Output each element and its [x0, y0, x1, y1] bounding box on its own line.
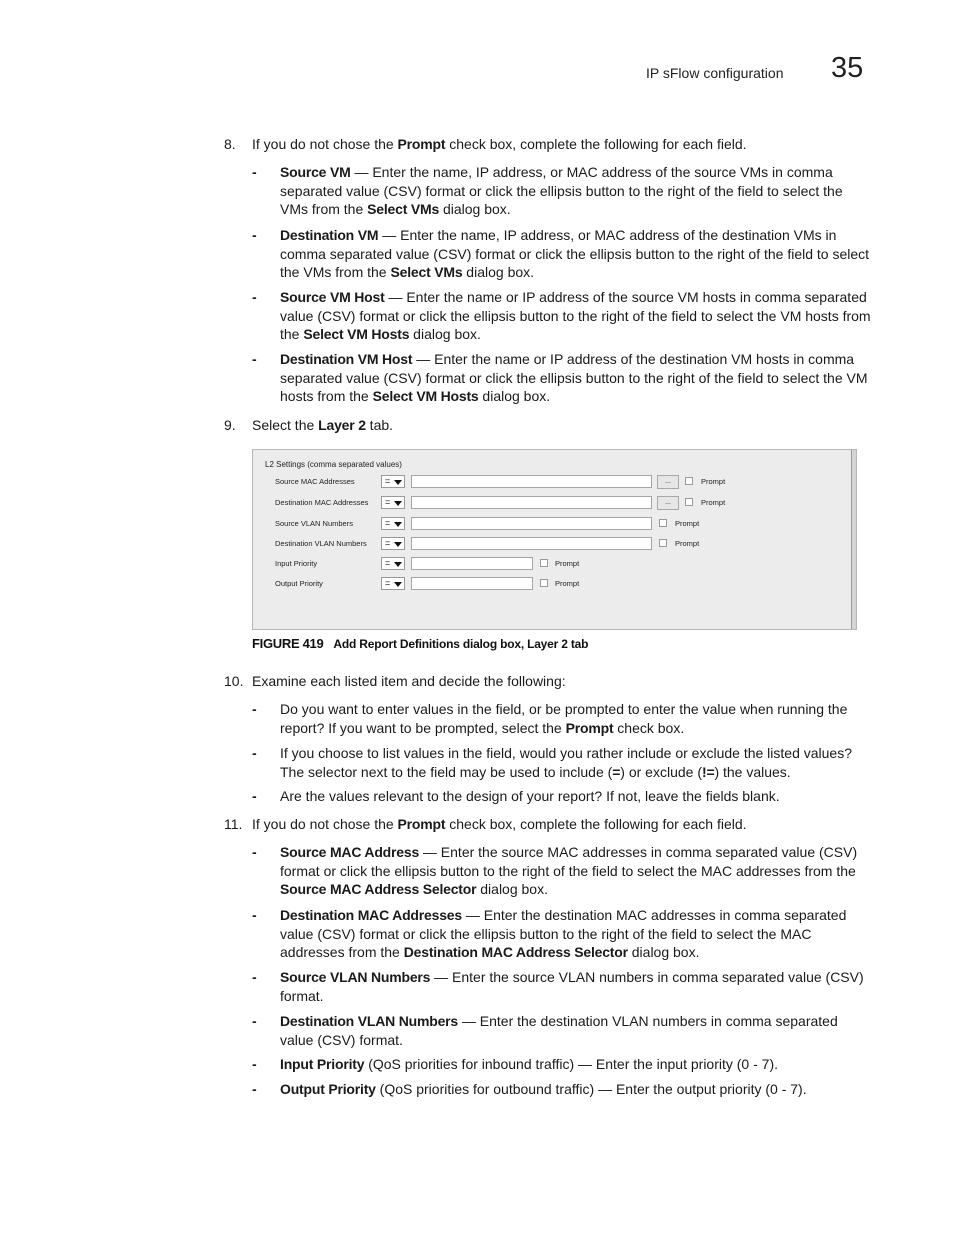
bullet-dash: -: [252, 701, 257, 717]
text-run: dialog box.: [627, 944, 700, 961]
ellipsis-button[interactable]: ...: [657, 475, 679, 489]
selector-value: =: [385, 558, 391, 568]
figure-caption: [252, 636, 588, 651]
text-run: If you do not chose the: [252, 136, 398, 152]
bold-term: Destination MAC Addresses: [280, 907, 462, 923]
form-row: [253, 557, 853, 571]
chevron-down-icon: [394, 582, 402, 587]
form-row: [253, 475, 853, 489]
include-exclude-select[interactable]: [381, 577, 405, 590]
prompt-checkbox[interactable]: [685, 498, 693, 506]
include-exclude-select[interactable]: [381, 537, 405, 550]
text-run: tab.: [365, 417, 394, 433]
text-run: — Enter the destination MAC addresses in comma separated value (CSV) format or click the ellipsis button to the right of the field to select the MAC addresses from the: [280, 907, 847, 961]
field-label: Destination MAC Addresses: [275, 498, 369, 507]
form-row: [253, 537, 853, 551]
step-text: Examine each listed item and decide the following:: [252, 673, 566, 689]
text-run: — Enter the source VLAN numbers in comma separated value (CSV) format.: [280, 969, 864, 1004]
prompt-checkbox[interactable]: [659, 539, 667, 547]
bullet-dash: -: [252, 1056, 257, 1072]
step-number: 11.: [224, 816, 243, 832]
bold-term: Destination MAC Address Selector: [403, 944, 628, 961]
text-run: Do you want to enter values in the field, or be prompted to enter the value when running the report? If you want to be prompted, select the: [280, 701, 848, 736]
text-run: (QoS priorities for outbound traffic) — Enter the output priority (0 - 7).: [375, 1081, 807, 1097]
bold-term: Layer 2: [318, 417, 366, 433]
selector-value: =: [385, 538, 391, 548]
bullet-dash: -: [252, 227, 257, 243]
bold-term: Destination VM Host: [280, 351, 413, 367]
bullet-dash: -: [252, 969, 257, 985]
step-number: 9.: [224, 417, 236, 433]
text-run: dialog box.: [478, 388, 551, 405]
form-row: [253, 517, 853, 531]
chapter-number: 35: [831, 52, 864, 84]
bullet-dash: -: [252, 745, 257, 761]
bold-term: Source MAC Address: [280, 844, 420, 860]
field-label: Source MAC Addresses: [275, 477, 355, 486]
input-priority-input[interactable]: [411, 557, 533, 570]
text-run: — Enter the name, IP address, or MAC address of the destination VMs in comma separated value (CSV) format or click the ellipsis button to the right of the field to select the VMs from the: [280, 227, 870, 281]
prompt-label: Prompt: [701, 477, 726, 486]
prompt-checkbox[interactable]: [659, 519, 667, 527]
text-run: ) the values.: [714, 763, 791, 780]
bullet-dash: -: [252, 351, 257, 367]
prompt-checkbox[interactable]: [540, 579, 548, 587]
bullet-dash: -: [252, 907, 257, 923]
output-priority-input[interactable]: [411, 577, 533, 590]
prompt-checkbox[interactable]: [685, 477, 693, 485]
bold-term: Select VM Hosts: [303, 326, 410, 343]
bold-term: Prompt: [397, 816, 446, 832]
text-run: — Enter the destination VLAN numbers in comma separated value (CSV) format.: [280, 1013, 838, 1048]
text-run: (QoS priorities for inbound traffic) — Enter the input priority (0 - 7).: [364, 1056, 778, 1072]
text-run: dialog box.: [409, 326, 481, 343]
field-label: Source VLAN Numbers: [275, 519, 353, 528]
chevron-down-icon: [394, 562, 402, 567]
bullet-dash: -: [252, 788, 257, 804]
text-run: dialog box.: [462, 264, 535, 281]
text-run: check box, complete the following for each field.: [445, 816, 747, 832]
bold-term: Prompt: [565, 719, 614, 736]
text-run: dialog box.: [439, 201, 511, 218]
text-run: — Enter the source MAC addresses in comma separated value (CSV) format or click the ellipsis button to the right of the field to select the MAC addresses from the: [280, 844, 858, 879]
prompt-label: Prompt: [555, 559, 580, 568]
selector-value: =: [385, 578, 391, 588]
bold-term: Destination VLAN Numbers: [280, 1013, 458, 1029]
text-run: ) or exclude (: [620, 763, 702, 780]
bullet-dash: -: [252, 844, 257, 860]
text-run: — Enter the name, IP address, or MAC address of the source VMs in comma separated value (CSV) format or click the ellipsis button to the right of the field to select the VMs from the: [280, 164, 843, 218]
chevron-down-icon: [394, 542, 402, 547]
field-label: Destination VLAN Numbers: [275, 539, 367, 548]
source-vlan-input[interactable]: [411, 517, 652, 530]
layer2-dialog-screenshot: [252, 449, 857, 630]
bold-term: Select VMs: [367, 201, 440, 218]
text-run: Are the values relevant to the design of your report? If not, leave the fields blank.: [280, 788, 780, 804]
bullet-dash: -: [252, 289, 257, 305]
prompt-label: Prompt: [701, 498, 726, 507]
text-run: — Enter the name or IP address of the destination VM hosts in comma separated value (CSV) format or click the ellipsis button to the right of the field to select the VM hosts from the: [280, 351, 868, 405]
bullet-dash: -: [252, 1081, 257, 1097]
bold-term: !=: [701, 763, 715, 780]
source-mac-input[interactable]: [411, 475, 652, 488]
bold-term: Input Priority: [280, 1056, 365, 1072]
bold-term: =: [612, 763, 621, 780]
text-run: dialog box.: [476, 881, 548, 898]
include-exclude-select[interactable]: [381, 496, 405, 509]
bold-term: Destination VM: [280, 227, 379, 243]
ellipsis-button[interactable]: ...: [657, 496, 679, 510]
figure-number: FIGURE 419: [252, 636, 324, 651]
selector-value: =: [385, 497, 391, 507]
chevron-down-icon: [394, 480, 402, 485]
text-run: — Enter the name or IP address of the source VM hosts in comma separated value (CSV) format or click the ellipsis button to the right of the field to select the VM hosts from the: [280, 289, 871, 343]
section-title: IP sFlow configuration: [646, 65, 784, 81]
text-run: If you do not chose the: [252, 816, 398, 832]
include-exclude-select[interactable]: [381, 475, 405, 488]
prompt-label: Prompt: [555, 579, 580, 588]
bold-term: Select VM Hosts: [372, 388, 479, 405]
bullet-dash: -: [252, 1013, 257, 1029]
bold-term: Source VLAN Numbers: [280, 969, 431, 985]
step-number: 10.: [224, 673, 244, 689]
bold-term: Prompt: [397, 136, 446, 152]
bold-term: Output Priority: [280, 1081, 376, 1097]
group-label: L2 Settings (comma separated values): [265, 460, 402, 469]
bold-term: Source MAC Address Selector: [280, 881, 477, 898]
prompt-label: Prompt: [675, 519, 700, 528]
step-number: 8.: [224, 136, 236, 152]
selector-value: =: [385, 476, 391, 486]
figure-title: Add Report Definitions dialog box, Layer 2 tab: [333, 637, 589, 651]
destination-mac-input[interactable]: [411, 496, 652, 509]
field-label: Input Priority: [275, 559, 318, 568]
destination-vlan-input[interactable]: [411, 537, 652, 550]
text-run: Select the: [252, 417, 319, 433]
bold-term: Select VMs: [390, 264, 463, 281]
include-exclude-select[interactable]: [381, 557, 405, 570]
include-exclude-select[interactable]: [381, 517, 405, 530]
step-text: [252, 135, 872, 154]
prompt-label: Prompt: [675, 539, 700, 548]
text-run: If you choose to list values in the field, would you rather include or exclude the listed values? The selector next to the field may be used to include (: [280, 745, 852, 780]
form-row: [253, 496, 853, 510]
chevron-down-icon: [394, 501, 402, 506]
field-label: Output Priority: [275, 579, 323, 588]
prompt-checkbox[interactable]: [540, 559, 548, 567]
text-run: check box.: [613, 719, 685, 736]
form-row: [253, 577, 853, 591]
bullet-dash: -: [252, 164, 257, 180]
bold-term: Source VM Host: [280, 289, 385, 305]
text-run: check box, complete the following for each field.: [445, 136, 747, 152]
selector-value: =: [385, 518, 391, 528]
chevron-down-icon: [394, 522, 402, 527]
bold-term: Source VM: [280, 164, 351, 180]
